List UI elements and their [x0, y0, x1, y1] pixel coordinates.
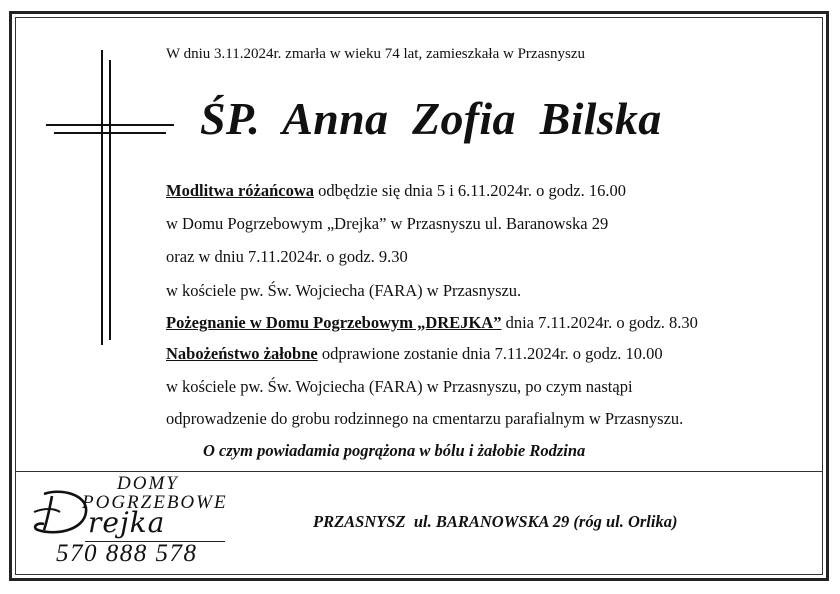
line-text: odprawione zostanie dnia 7.11.2024r. o godz. 10.00: [317, 344, 663, 363]
line-text: w Domu Pogrzebowym „Drejka” w Przasnyszu ul. Baranowska 29: [166, 214, 609, 233]
line-text: dnia 7.11.2024r. o godz. 8.30: [501, 313, 698, 332]
body-line: [166, 181, 626, 201]
body-line: [166, 377, 633, 397]
body-line: [166, 214, 608, 234]
line-text: w kościele pw. Św. Wojciecha (FARA) w Przasnyszu, po czym nastąpi: [166, 377, 633, 396]
intro-text: W dniu 3.11.2024r. zmarła w wieku 74 lat, zamieszkała w Przasnyszu: [166, 46, 586, 62]
body-line: [166, 313, 698, 333]
line-heading: Nabożeństwo żałobne: [166, 344, 318, 363]
body-line: [166, 344, 663, 364]
line-heading: Modlitwa różańcowa: [166, 181, 315, 200]
cross-icon: [40, 50, 180, 350]
deceased-name: ŚP. Anna Zofia Bilska: [200, 93, 662, 144]
line-text: w kościele pw. Św. Wojciecha (FARA) w Przasnyszu.: [166, 281, 522, 300]
divider: [16, 471, 822, 472]
body-line: [166, 247, 408, 267]
logo-script: rejka: [88, 506, 166, 539]
body-line: [166, 409, 683, 429]
logo-line2: POGRZEBOWE: [82, 492, 228, 513]
line-text: odprowadzenie do grobu rodzinnego na cmentarzu parafialnym w Przasnyszu.: [166, 409, 684, 428]
body-line: [166, 281, 521, 301]
line-heading: Pożegnanie w Domu Pogrzebowym „DREJKA”: [166, 313, 502, 332]
closing-text: O czym powiadamia pogrążona w bólu i żałobie Rodzina: [203, 441, 586, 460]
phone-number: 570 888 578: [56, 540, 198, 567]
logo-d-icon: [30, 486, 92, 538]
line-text: odbędzie się dnia 5 i 6.11.2024r. o godz. 16.00: [314, 181, 626, 200]
line-text: oraz w dniu 7.11.2024r. o godz. 9.30: [166, 247, 408, 266]
address-text: PRZASNYSZ ul. BARANOWSKA 29 (róg ul. Orlika): [313, 512, 678, 531]
logo-line1: DOMY: [117, 473, 179, 494]
